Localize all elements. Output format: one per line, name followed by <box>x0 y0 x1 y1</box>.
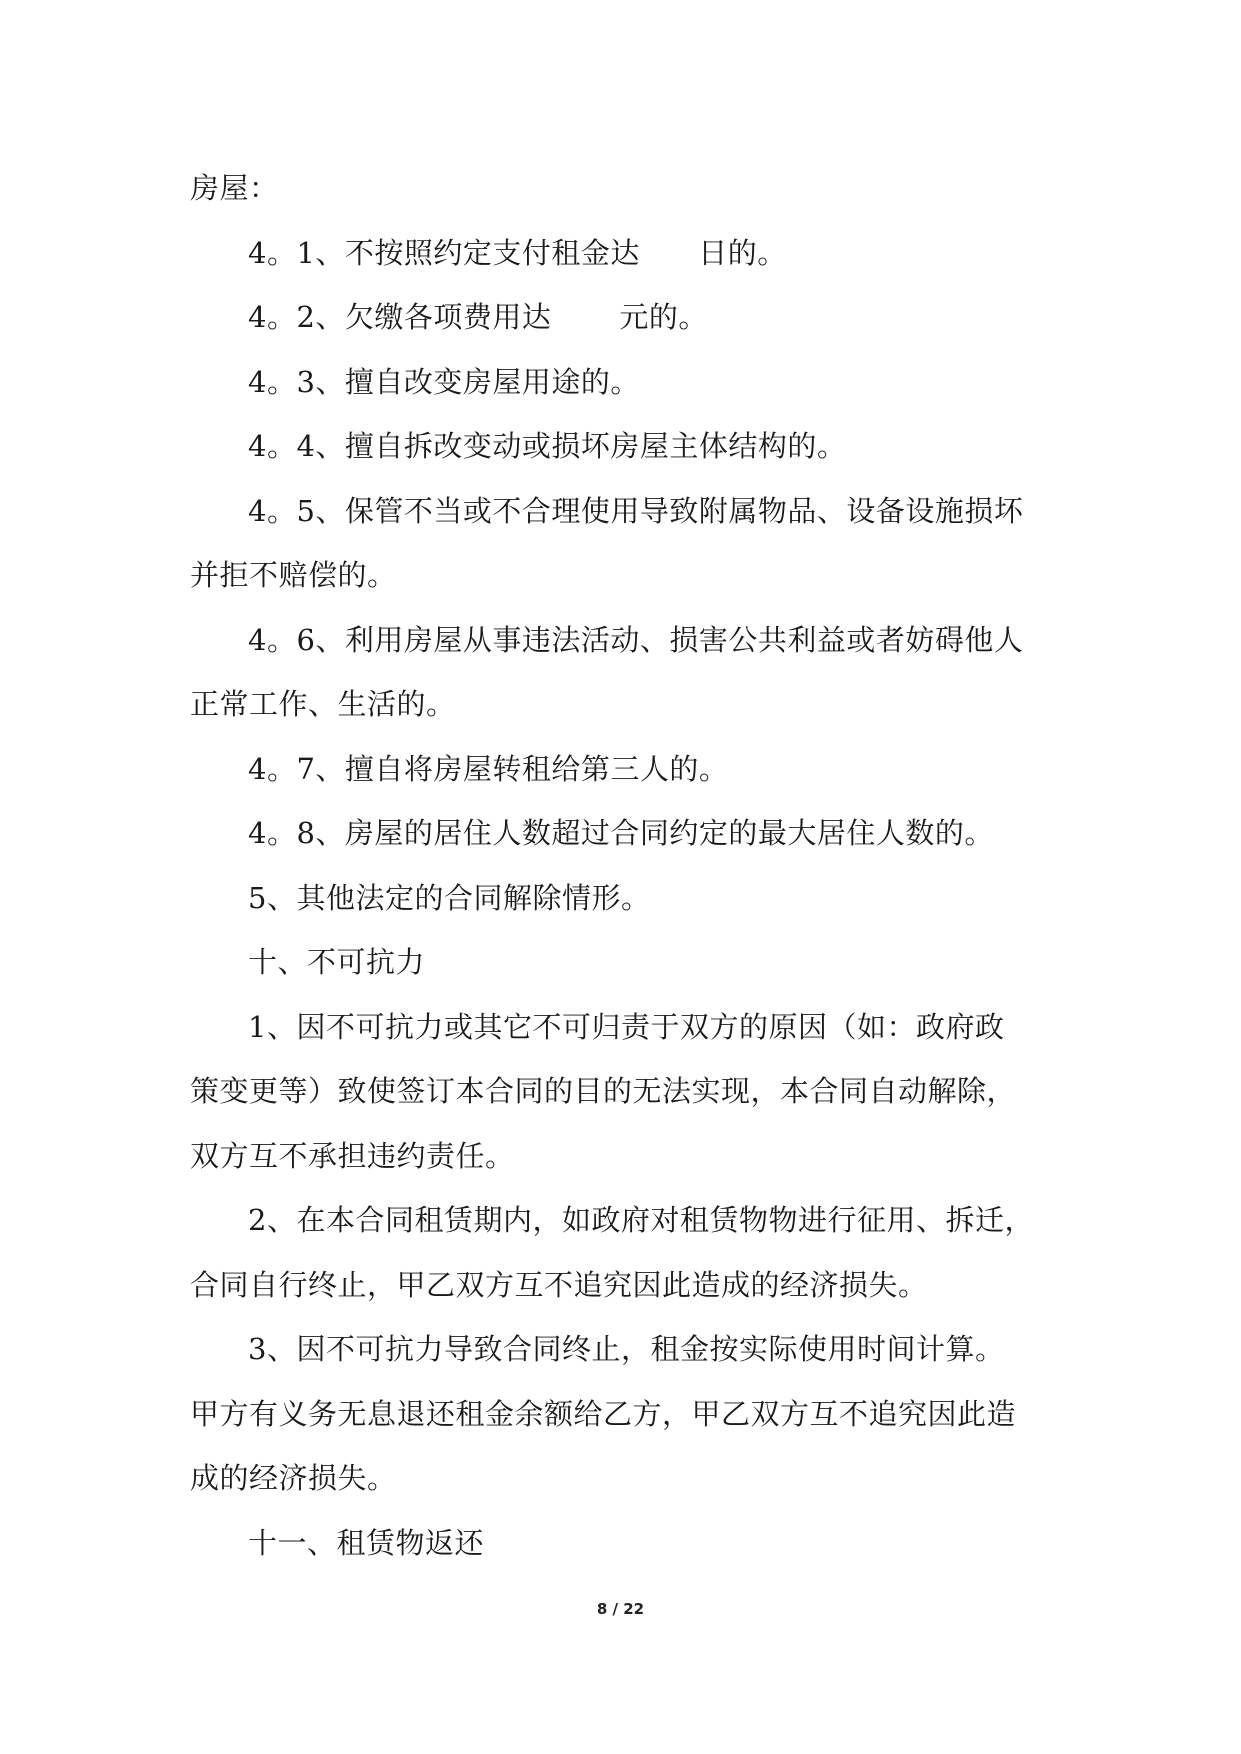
text-line: 正常工作、生活的。 <box>190 687 456 721</box>
text-line: 成的经济损失。 <box>190 1461 397 1495</box>
text-line: 4。5、保管不当或不合理使用导致附属物品、设备设施损坏 <box>248 493 1024 528</box>
page-number: 8 / 22 <box>596 1600 645 1618</box>
text-line: 4。7、擅自将房屋转租给第三人的。 <box>248 751 729 786</box>
document-body <box>190 156 1060 1575</box>
text-line: 3、因不可抗力导致合同终止，租金按实际使用时间计算。 <box>248 1332 1005 1366</box>
text-line: 4。4、擅自拆改变动或损坏房屋主体结构的。 <box>248 429 847 463</box>
text-line: 房屋： <box>190 171 279 205</box>
text-line: 4。2、欠缴各项费用达 元的。 <box>248 300 708 334</box>
section-heading: 十、不可抗力 <box>248 945 426 979</box>
text-line: 甲方有义务无息退还租金余额给乙方，甲乙双方互不追究因此造 <box>190 1396 1017 1431</box>
text-line: 4。8、房屋的居住人数超过合同约定的最大居住人数的。 <box>248 816 994 850</box>
text-line: 4。6、利用房屋从事违法活动、损害公共利益或者妨碍他人 <box>248 622 1024 657</box>
text-line: 双方互不承担违约责任。 <box>190 1138 515 1173</box>
text-line: 策变更等）致使签订本合同的目的无法实现，本合同自动解除， <box>190 1074 1017 1108</box>
text-line: 1、因不可抗力或其它不可归责于双方的原因（如：政府政 <box>248 1009 1005 1044</box>
text-line: 4。1、不按照约定支付租金达 日的。 <box>248 235 787 270</box>
text-line: 5、其他法定的合同解除情形。 <box>248 880 651 915</box>
section-heading: 十一、租赁物返还 <box>248 1525 485 1560</box>
text-line: 2、在本合同租赁期内，如政府对租赁物物进行征用、拆迁， <box>248 1203 1034 1237</box>
text-line: 合同自行终止，甲乙双方互不追究因此造成的经济损失。 <box>190 1267 928 1302</box>
text-line: 并拒不赔偿的。 <box>190 558 397 592</box>
text-line: 4。3、擅自改变房屋用途的。 <box>248 364 640 399</box>
